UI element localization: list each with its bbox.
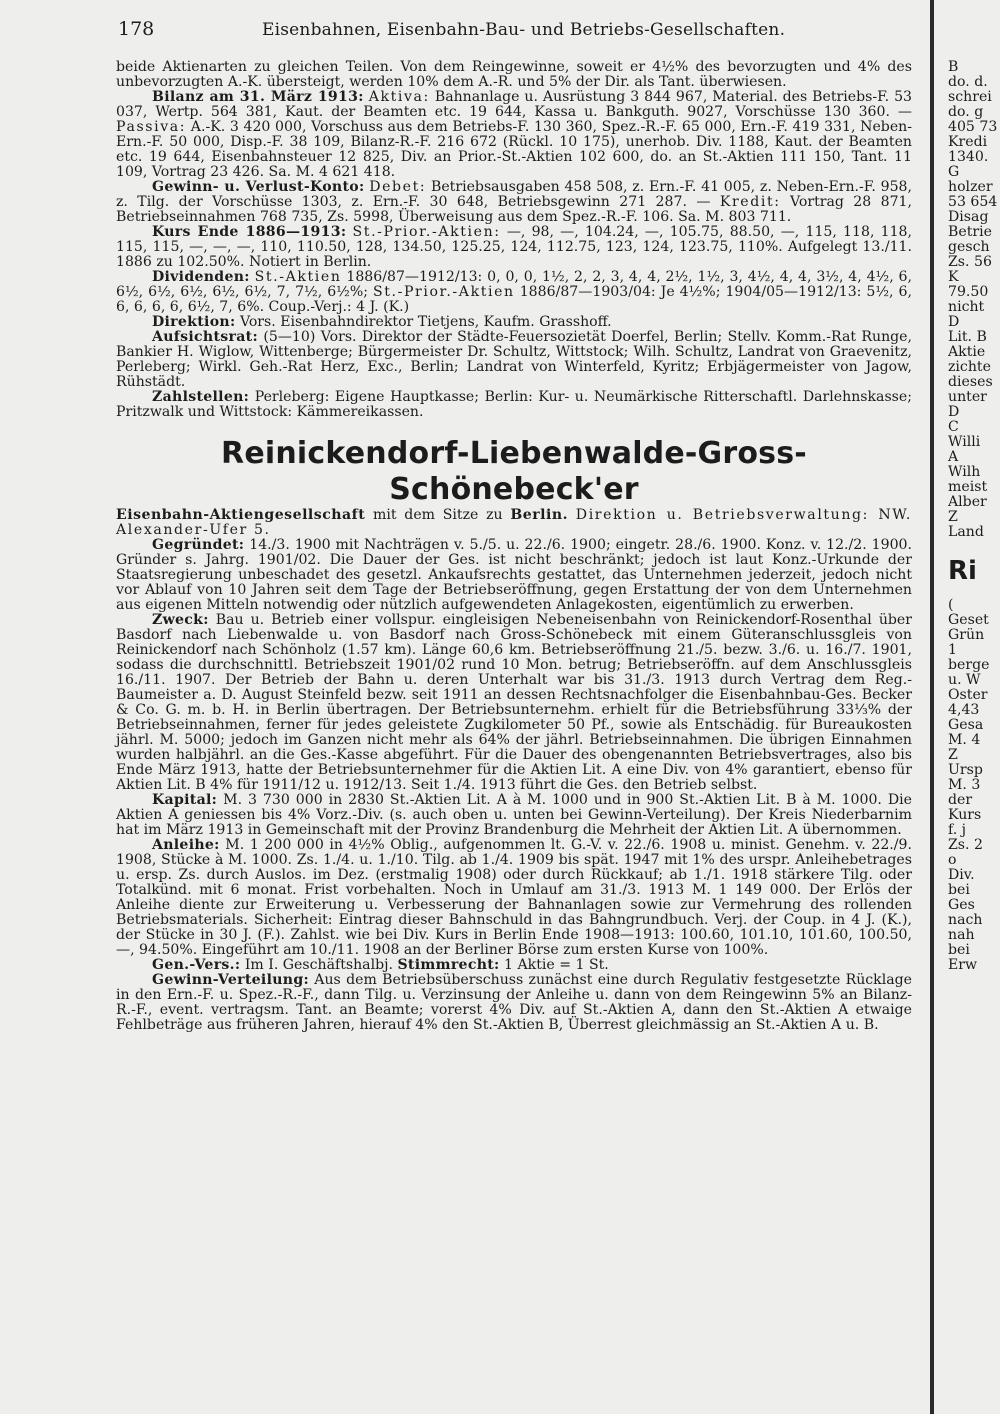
right-column-line: M. 4 (948, 732, 981, 748)
gegruendet-text: 14./3. 1900 mit Nachträgen v. 5./5. u. 22./6. 1900; eingetr. 28./6. 1900. Konz. v. 12./2. 1900. Gründer s. Jahrg. 1901/02. Die Dauer der Ges. ist nicht beschränkt; jedoch ist laut Konz.-Urkunde der Staatsregierung unbeschadet des gesetzl. Ankaufsrechts gestattet, das Unternehmen jederzeit, jedoch nicht vor Ablauf von 10 Jahren seit dem Tage der Betriebseröffnung, gegen Erstattung der von dem Unternehmen aus eigenen Mitteln notwendig oder nützlich aufgewendeten Anlagekosten, eigentümlich zu erwerben. (116, 537, 912, 613)
genvers-paragraph (116, 958, 912, 973)
right-column-line: nah (948, 927, 975, 943)
right-column-fragments (948, 60, 1000, 973)
right-column-line: Gesa (948, 717, 984, 733)
anleihe-label: Anleihe: (152, 837, 220, 853)
bilanz-paragraph (116, 90, 912, 180)
right-column-line: Aktie (948, 344, 986, 360)
right-column-line: dieses (948, 374, 993, 390)
direktion-text: Vors. Eisenbahndirektor Tietjens, Kaufm. Grasshoff. (239, 314, 612, 330)
right-column-line: Z (948, 509, 958, 525)
right-column-line: 4,43 (948, 702, 980, 718)
right-column-line: do. g (948, 104, 984, 120)
guv-text-2: Vortrag 28 871, Betriebseinnahmen 768 735, Zs. 5998, Überweisung aus dem Spez.-R.-F. 106. Sa. M. 803 711. (116, 194, 912, 225)
div-staktien-word: St.-Aktien (254, 269, 342, 285)
right-column-line: Disag (948, 209, 989, 225)
div-text-2: 1886/87—1903/04: Je 4½%; 1904/05—1912/13: 5½, 6, 6, 6, 6, 6, 6½, 7, 6%. Coup.-Verj.: 4 J. (K.) (116, 284, 912, 315)
aktiva-word: Aktiva: (368, 89, 430, 105)
right-column-line: bei (948, 942, 970, 958)
company-subtitle (116, 508, 912, 538)
company-title: Reinickendorf-Liebenwalde-Gross-Schönebeck'er (221, 436, 807, 507)
zweck-text: Bau u. Betrieb einer vollspur. eingleisigen Nebeneisenbahn von Reinickendorf-Rosenthal über Basdorf nach Liebenwalde u. von Basdorf nach Gross-Schönebeck mit einem Güteranschlussgleis von Reinickendorf nach Schönholz (1.57 km). Länge 60,6 km. Betriebseröffnung 21./5. bezw. 3./6. u. 16./7. 1901, sodass die durchschnittl. Betriebszeit 1901/02 rund 10 Mon. betrug; Betriebseröffn. auf dem Anschlussgleis 16./11. 1907. Der Betrieb der Bahn u. deren Unterhalt war bis 31./3. 1913 durch Vertrag dem Reg.-Baumeister a. D. August Steinfeld bezw. seit 1911 an dessen Rechtsnachfolger die Eisenbahnbau-Ges. Becker & Co. G. m. b. H. in Berlin übertragen. Der Betriebsunternehm. erhielt für die Betriebsführung 33⅓% der Betriebseinnahmen, ferner für jedes geleistete Zugkilometer 50 Pf., sowie als Entschädig. für Bureaukosten jährl. M. 5000; jedoch im Ganzen nicht mehr als 64% der jährl. Betriebseinnahmen. Die übrigen Einnahmen wurden halbjährl. an die Ges.-Kasse abgeführt. Für die Dauer des obengenannten Betriebsvertrages, also bis Ende März 1913, hatte der Betriebsunternehmer für die Aktien Lit. A eine Div. von 4% garantiert, ebenso für Aktien Lit. B 4% für 1911/12 u. 1912/13. Seit 1./4. 1913 führt die Ges. den Betrieb selbst. (116, 612, 912, 793)
kapital-label: Kapital: (152, 792, 218, 808)
bilanz-label: Bilanz am 31. März 1913: (152, 89, 364, 105)
right-column-title-fragment: Ri (948, 556, 977, 586)
company-subtitle-text: mit dem Sitze zu (373, 507, 503, 523)
right-column-line: 1340. (948, 149, 989, 165)
right-column-line: Betrie (948, 224, 992, 240)
right-column-line: der (948, 792, 973, 808)
passiva-word: Passiva: (116, 119, 187, 135)
guv-text-1: Betriebsausgaben 458 508, z. Ern.-F. 41 005, z. Neben-Ern.-F. 958, z. Tilg. der Vorschüsse 1303, z. Ern.-F. 30 648, Betriebsgewinn 271 287. — (116, 179, 912, 210)
right-column-line: Kredi (948, 134, 988, 150)
right-column-line: f. j (948, 822, 967, 838)
kredit-word: Kredit: (719, 194, 781, 210)
stimmrecht-label: Stimmrecht: (397, 957, 500, 973)
gewinnverteilung-paragraph (116, 973, 912, 1033)
prev-company-intro: beide Aktienarten zu gleichen Teilen. Von dem Reingewinne, soweit er 4½% des bevorzugten und 4% des unbevorzugten A.-K. übersteigt, werden 10% dem A.-R. und 5% der Dir. als Tant. überwiesen. (116, 59, 912, 90)
right-column-line: holzer (948, 179, 993, 195)
bilanz-text-1: Bahnanlage u. Ausrüstung 3 844 967, Material. des Betriebs-F. 53 037, Wertp. 564 381, Kaut. der Beamten etc. 19 644, Kassa u. Bankguth. 9027, Vorschüsse 130 360. — (116, 89, 913, 120)
right-column-line: G (948, 164, 960, 180)
right-column-line: Alber (948, 494, 987, 510)
right-column-line: B (948, 60, 959, 75)
right-column-line: A (948, 449, 959, 465)
anleihe-paragraph (116, 838, 912, 958)
main-column (116, 60, 912, 1033)
right-column-line: Kurs (948, 807, 982, 823)
column-rule (930, 0, 934, 1414)
right-column-line: Land (948, 524, 984, 540)
right-column-line: zichte (948, 359, 991, 375)
right-column-bottom (948, 598, 1000, 973)
right-column-line: Z (948, 747, 958, 763)
right-column-line: K (948, 269, 959, 285)
genvers-text: Im I. Geschäftshalbj. (244, 957, 393, 973)
direktion-label: Direktion: (152, 314, 236, 330)
dividenden-paragraph (116, 270, 912, 315)
right-column-line: do. d. (948, 74, 988, 90)
right-column-line: nicht (948, 299, 985, 315)
company-seat-tail: Direktion u. Betriebsverwaltung: NW. Alexander-Ufer 5. (116, 507, 912, 538)
right-column-line: Zs. 2 (948, 837, 983, 853)
right-column-line: 1 (948, 642, 957, 658)
company-subtitle-bold: Eisenbahn-Aktiengesellschaft (116, 507, 366, 523)
anleihe-text: M. 1 200 000 in 4½% Oblig., aufgenommen lt. G.-V. v. 22./6. 1908 u. minist. Genehm. v. 22./9. 1908, Stücke à M. 1000. Zs. 1./4. u. 1./10. Tilg. ab 1./4. 1909 bis spät. 1947 mit 1% des urspr. Anleihebetrages u. ersp. Zs. durch Auslos. im Dez. (erstmalig 1908) oder durch Rückkauf; ab 1./1. 1918 stärkere Tilg. oder Totalkünd. mit 6 monat. Frist vorbehalten. Noch in Umlauf am 31./3. 1913 M. 1 149 000. Der Erlös der Anleihe diente zur Erweiterung u. Verbesserung der Bahnanlagen sowie zur Vermehrung des rollenden Betriebsmaterials. Sicherheit: Eintrag dieser Bahnschuld in das Bahngrundbuch. Verj. der Coup. in 4 J. (K.), der Stücke in 30 J. (F.). Zahlst. wie bei Div. Kurs in Berlin Ende 1908—1913: 100.60, 101.10, 101.60, 100.50, —, 94.50%. Eingeführt am 10./11. 1908 an der Berliner Börse zum ersten Kurse von 100%. (116, 837, 912, 958)
right-column-line: Zs. 56 (948, 254, 992, 270)
kapital-text: M. 3 730 000 in 2830 St.-Aktien Lit. A à M. 1000 und in 900 St.-Aktien Lit. B à M. 1000. Die Aktien A geniessen bis 4% Vorz.-Div. (s. auch oben u. unten bei Gewinn-Verteilung). Der Kreis Niederbarnim hat im März 1913 in Gemeinschaft mit der Provinz Brandenburg die Mehrheit der Aktien Lit. A übernommen. (116, 792, 913, 838)
right-column-line: Erw (948, 957, 978, 973)
genvers-label: Gen.-Vers.: (152, 957, 241, 973)
right-column-line: 53 654 (948, 194, 998, 210)
aufsichtsrat-label: Aufsichtsrat: (152, 329, 258, 345)
right-column-line: 405 73 (948, 119, 998, 135)
right-column-line: gesch (948, 239, 990, 255)
zweck-paragraph (116, 613, 912, 793)
kurs-stprior-word: St.-Prior.-Aktien: (352, 224, 501, 240)
right-column-line: Ges (948, 897, 975, 913)
right-column-line: schrei (948, 89, 992, 105)
right-column-line: Willi (948, 434, 981, 450)
aufsichtsrat-paragraph (116, 330, 912, 390)
right-column-line: nach (948, 912, 983, 928)
right-column-line: D (948, 314, 960, 330)
right-column-line: unter (948, 389, 987, 405)
div-text-1: 1886/87—1912/13: 0, 0, 0, 1½, 2, 2, 3, 4, 4, 2½, 1½, 3, 4½, 4, 4, 3½, 4, 4½, 6, 6½, 6½, 6½, 6½, 6½, 7, 7½, 6½%; (116, 269, 912, 300)
right-column-line: C (948, 419, 959, 435)
page-number: 178 (118, 18, 155, 40)
right-column-line: o (948, 852, 957, 868)
right-column-line: Geset (948, 612, 989, 628)
direktion-paragraph (116, 315, 912, 330)
right-column-line: ( (948, 597, 954, 613)
kapital-paragraph (116, 793, 912, 838)
guv-paragraph (116, 180, 912, 225)
zahlstellen-paragraph (116, 390, 912, 420)
zahlstellen-label: Zahlstellen: (152, 389, 250, 405)
right-column-line: Oster (948, 687, 988, 703)
right-column-line: bei (948, 882, 970, 898)
right-column-line: D (948, 404, 960, 420)
gewinnverteilung-label: Gewinn-Verteilung: (152, 972, 309, 988)
right-column-line: M. 3 (948, 777, 981, 793)
guv-label: Gewinn- u. Verlust-Konto: (152, 179, 365, 195)
right-column-line: 79.50 (948, 284, 989, 300)
stimmrecht-text: 1 Aktie = 1 St. (504, 957, 609, 973)
right-column-line: Div. (948, 867, 975, 883)
right-column-line: meist (948, 479, 988, 495)
right-column-line: Wilh (948, 464, 981, 480)
running-head: Eisenbahnen, Eisenbahn-Bau- und Betriebs-Gesellschaften. (262, 20, 786, 40)
dividenden-label: Dividenden: (152, 269, 250, 285)
kurs-text: —, 98, —, 104.24, —, 105.75, 88.50, —, 115, 118, 118, 115, 115, —, —, —, 110, 110.50, 128, 134.50, 125.25, 124, 112.75, 123, 124, 123.75, 110%. Aufgelegt 13./11. 1886 zu 102.50%. Notiert in Berlin. (116, 224, 912, 270)
bilanz-text-2: A.-K. 3 420 000, Vorschuss aus dem Betriebs-F. 130 360, Spez.-R.-F. 65 000, Ern.-F. 419 331, Neben-Ern.-F. 50 000, Disp.-F. 38 109, Bilanz-R.-F. 216 672 (Rückl. 10 175), unerhob. Div. 1188, Kaut. der Beamten etc. 19 644, Eisenbahnsteuer 12 825, Div. an Prior.-St.-Aktien 102 600, do. an St.-Aktien 111 150, Tant. 11 109, Vortrag 23 426. Sa. M. 4 621 418. (116, 119, 912, 180)
right-column-line: u. W (948, 672, 981, 688)
right-column-line: Ursp (948, 762, 983, 778)
gegruendet-paragraph (116, 538, 912, 613)
gegruendet-label: Gegründet: (152, 537, 245, 553)
kurs-label: Kurs Ende 1886—1913: (152, 224, 347, 240)
gewinnverteilung-text: Aus dem Betriebsüberschuss zunächst eine durch Regulativ festgesetzte Rücklage in den Ern.-F. u. Spez.-R.-F., dann Tilg. u. Verzinsung der Anleihe u. dann von dem Reingewinn 5% an Bilanz-R.-F., event. vertragsm. Tant. an Beamte; vorerst 4% Div. auf St.-Aktien A, dann den St.-Aktien A etwaige Fehlbeträge aus früheren Jahren, hierauf 4% den St.-Aktien B, Überrest gleichmässig an St.-Aktien A u. B. (116, 972, 912, 1033)
aufsichtsrat-text: (5—10) Vors. Direktor der Städte-Feuersozietät Doerfel, Berlin; Stellv. Komm.-Rat Runge, Bankier H. Wiglow, Wittenberge; Bürgermeister Dr. Schultz, Wittstock; Wilh. Schultz, Landrat von Graevenitz, Perleberg; Wirkl. Geh.-Rat Herz, Exc., Berlin; Landrat von Winterfeld, Kyritz; Erbjägermeister von Jagow, Rühstädt. (116, 329, 912, 390)
right-column-top (948, 60, 1000, 540)
zahlstellen-text: Perleberg: Eigene Hauptkasse; Berlin: Kur- u. Neumärkische Ritterschaftl. Darlehnskasse; Pritzwalk und Wittstock: Kämmereikassen. (116, 389, 913, 420)
company-seat: Berlin. (510, 507, 569, 523)
right-column-line: Grün (948, 627, 985, 643)
kurs-paragraph (116, 225, 912, 270)
div-stprior-word: St.-Prior.-Aktien (372, 284, 515, 300)
right-column-line: Lit. B (948, 329, 987, 345)
zweck-label: Zweck: (152, 612, 209, 628)
right-column-line: berge (948, 657, 990, 673)
debet-word: Debet: (369, 179, 427, 195)
